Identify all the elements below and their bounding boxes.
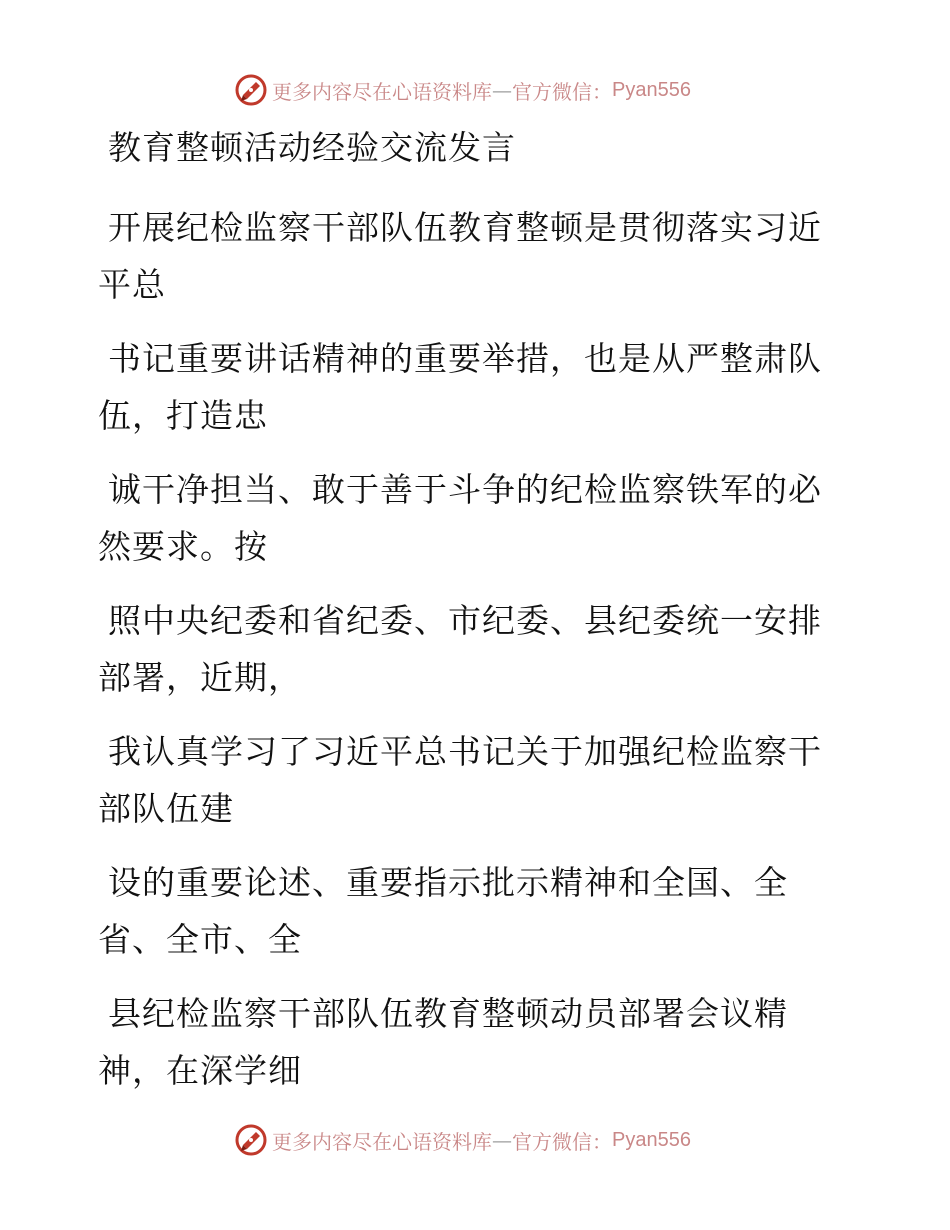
watermark-label: 官方微信： [512, 79, 612, 104]
paragraph-line: 设的重要论述、重要指示批示精神和全国、全 [108, 863, 788, 902]
paragraph-line: 部署，近期， [98, 658, 302, 697]
paragraph [98, 461, 838, 575]
document-title: 教育整顿活动经验交流发言 [108, 128, 516, 167]
watermark-id: Pyan556 [612, 78, 691, 101]
pen-logo-icon [234, 1123, 268, 1157]
paragraph-line: 平总 [98, 265, 166, 304]
watermark-separator: — [492, 78, 512, 102]
watermark-text: 更多内容尽在心语资料库 [272, 1129, 492, 1154]
paragraph [98, 985, 838, 1099]
paragraph-line: 开展纪检监察干部队伍教育整顿是贯彻落实习近 [108, 208, 822, 247]
paragraph-line: 书记重要讲话精神的重要举措，也是从严整肃队 [108, 339, 822, 378]
watermark-label: 官方微信： [512, 1129, 612, 1154]
watermark-text: 更多内容尽在心语资料库 [272, 79, 492, 104]
paragraph-line: 部队伍建 [98, 789, 234, 828]
watermark-id: Pyan556 [612, 1128, 691, 1151]
header-watermark [234, 70, 754, 110]
document-body [98, 122, 838, 1116]
paragraph [98, 723, 838, 837]
paragraph [98, 854, 838, 968]
paragraph-line: 然要求。按 [98, 527, 268, 566]
paragraph [98, 199, 838, 313]
footer-watermark [234, 1120, 754, 1160]
paragraph-line: 省、全市、全 [98, 920, 302, 959]
paragraph-line: 神，在深学细 [98, 1051, 302, 1090]
watermark-separator: — [492, 1128, 512, 1152]
paragraph-line: 照中央纪委和省纪委、市纪委、县纪委统一安排 [108, 601, 822, 640]
paragraph [98, 330, 838, 444]
paragraph-line: 县纪检监察干部队伍教育整顿动员部署会议精 [108, 994, 788, 1033]
paragraph-line: 诚干净担当、敢于善于斗争的纪检监察铁军的必 [108, 470, 822, 509]
pen-logo-icon [234, 73, 268, 107]
paragraph-line: 我认真学习了习近平总书记关于加强纪检监察干 [108, 732, 822, 771]
paragraph-line: 伍，打造忠 [98, 396, 268, 435]
paragraph [98, 592, 838, 706]
